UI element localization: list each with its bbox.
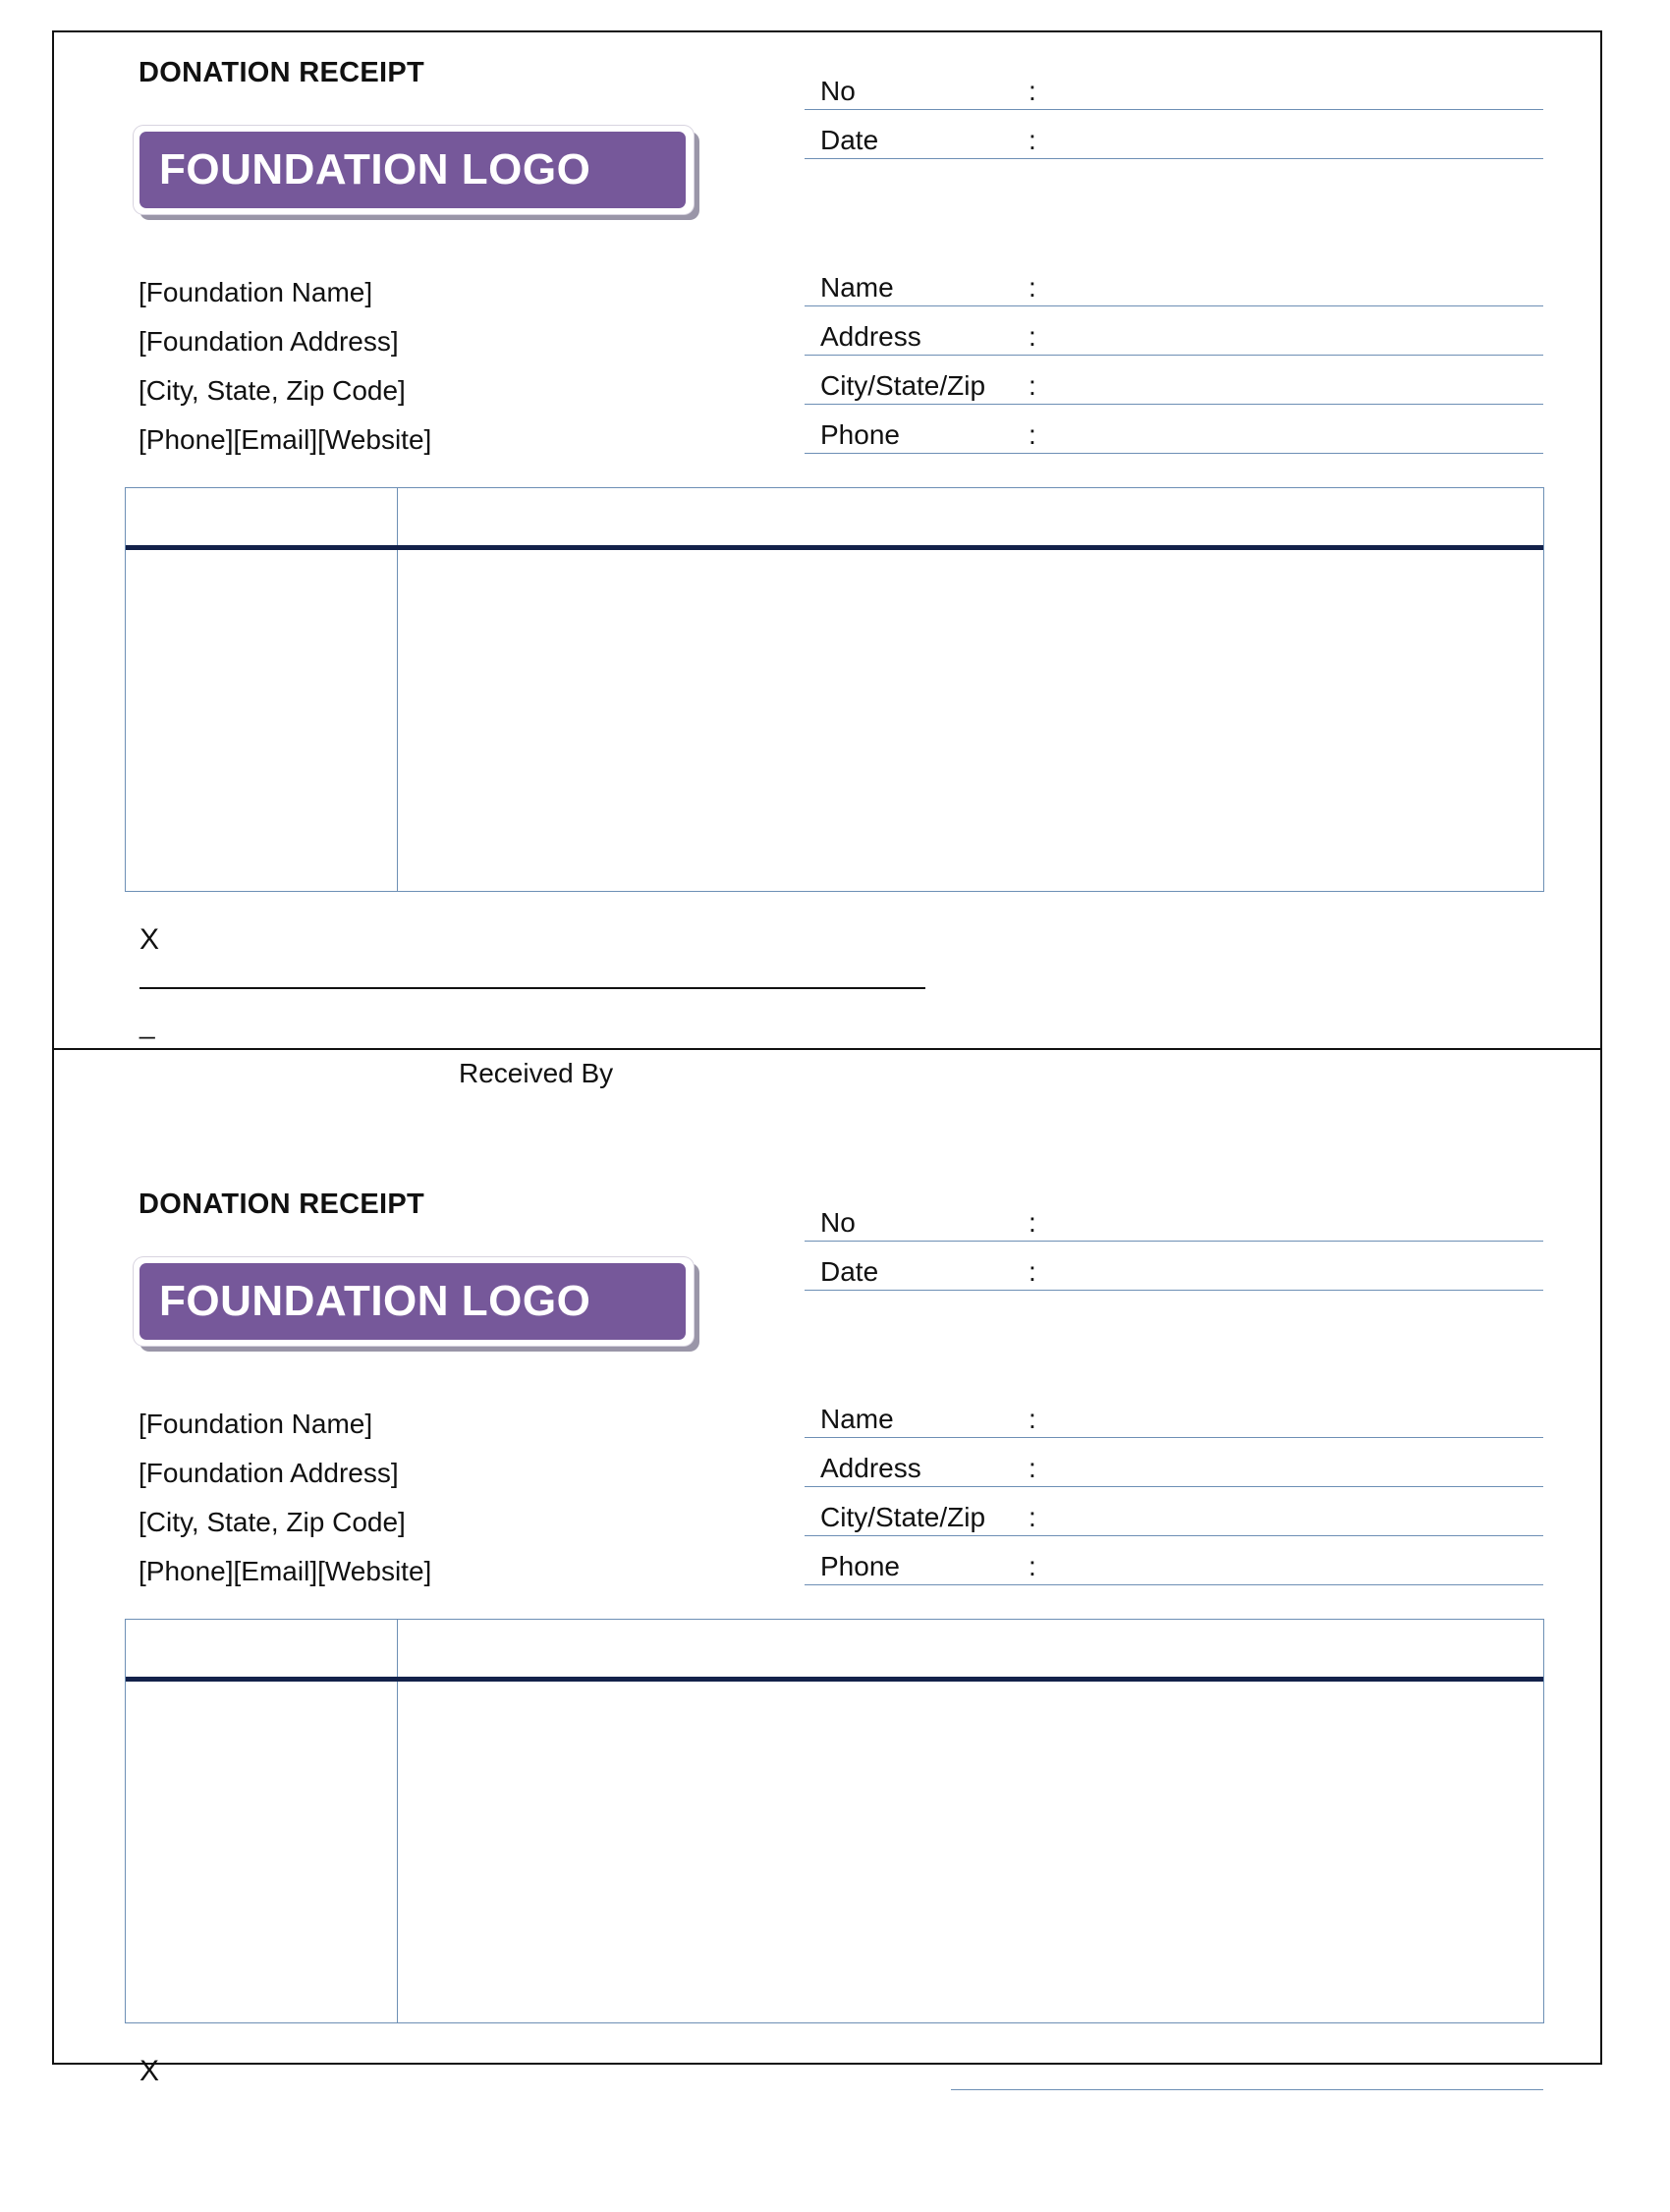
field-name[interactable] [805, 1402, 1543, 1438]
field-label: Phone [820, 419, 900, 450]
foundation-info [139, 268, 431, 465]
donation-table[interactable] [125, 1619, 1544, 2023]
foundation-address: [Foundation Address] [139, 1458, 399, 1488]
foundation-name: [Foundation Name] [139, 1409, 373, 1439]
field-label: Phone [820, 1551, 900, 1581]
logo-text: FOUNDATION LOGO [139, 132, 686, 208]
signature-line[interactable] [951, 2089, 1543, 2090]
logo-text: FOUNDATION LOGO [139, 1263, 686, 1340]
field-no[interactable] [805, 1205, 1543, 1242]
field-colon: : [1029, 125, 1036, 155]
foundation-contact: [Phone][Email][Website] [139, 1556, 432, 1586]
field-colon: : [1029, 1256, 1036, 1287]
field-date[interactable] [805, 1254, 1543, 1291]
field-city-state-zip[interactable] [805, 368, 1543, 405]
field-colon: : [1029, 272, 1036, 303]
table-header-rule [126, 545, 1543, 550]
field-colon: : [1029, 1207, 1036, 1238]
field-colon: : [1029, 1453, 1036, 1483]
foundation-city: [City, State, Zip Code] [139, 375, 406, 406]
donation-receipt-2 [0, 1132, 1670, 2212]
field-date[interactable] [805, 123, 1543, 159]
field-colon: : [1029, 1551, 1036, 1581]
field-colon: : [1029, 76, 1036, 106]
field-address[interactable] [805, 1451, 1543, 1487]
signature-dash: _ [139, 1009, 155, 1039]
signature-x-mark: X [139, 2055, 160, 2087]
signature-line[interactable] [139, 987, 925, 989]
field-label: Address [820, 1453, 921, 1483]
field-colon: : [1029, 1404, 1036, 1434]
foundation-city: [City, State, Zip Code] [139, 1507, 406, 1537]
field-address[interactable] [805, 319, 1543, 356]
foundation-logo [134, 126, 699, 220]
foundation-logo [134, 1257, 699, 1352]
field-colon: : [1029, 419, 1036, 450]
received-by-label: Received By [459, 1058, 614, 1088]
foundation-name: [Foundation Name] [139, 277, 373, 307]
field-city-state-zip[interactable] [805, 1500, 1543, 1536]
foundation-info [139, 1400, 431, 1596]
field-colon: : [1029, 321, 1036, 352]
field-colon: : [1029, 1502, 1036, 1532]
field-label: No [820, 1207, 856, 1238]
field-label: Date [820, 1256, 879, 1287]
field-name[interactable] [805, 270, 1543, 306]
field-phone[interactable] [805, 417, 1543, 454]
table-header-rule [126, 1677, 1543, 1682]
field-label: No [820, 76, 856, 106]
field-label: Date [820, 125, 879, 155]
signature-x-mark: X [139, 923, 160, 956]
field-label: City/State/Zip [820, 370, 986, 401]
foundation-address: [Foundation Address] [139, 326, 399, 357]
foundation-contact: [Phone][Email][Website] [139, 424, 432, 455]
field-colon: : [1029, 370, 1036, 401]
field-label: Address [820, 321, 921, 352]
field-phone[interactable] [805, 1549, 1543, 1585]
field-label: Name [820, 1404, 894, 1434]
donation-receipt-1 [0, 0, 1670, 1088]
field-label: Name [820, 272, 894, 303]
receipt-title: DONATION RECEIPT [139, 1189, 425, 1220]
field-label: City/State/Zip [820, 1502, 986, 1532]
receipt-title: DONATION RECEIPT [139, 57, 425, 88]
field-no[interactable] [805, 74, 1543, 110]
donation-table[interactable] [125, 487, 1544, 892]
